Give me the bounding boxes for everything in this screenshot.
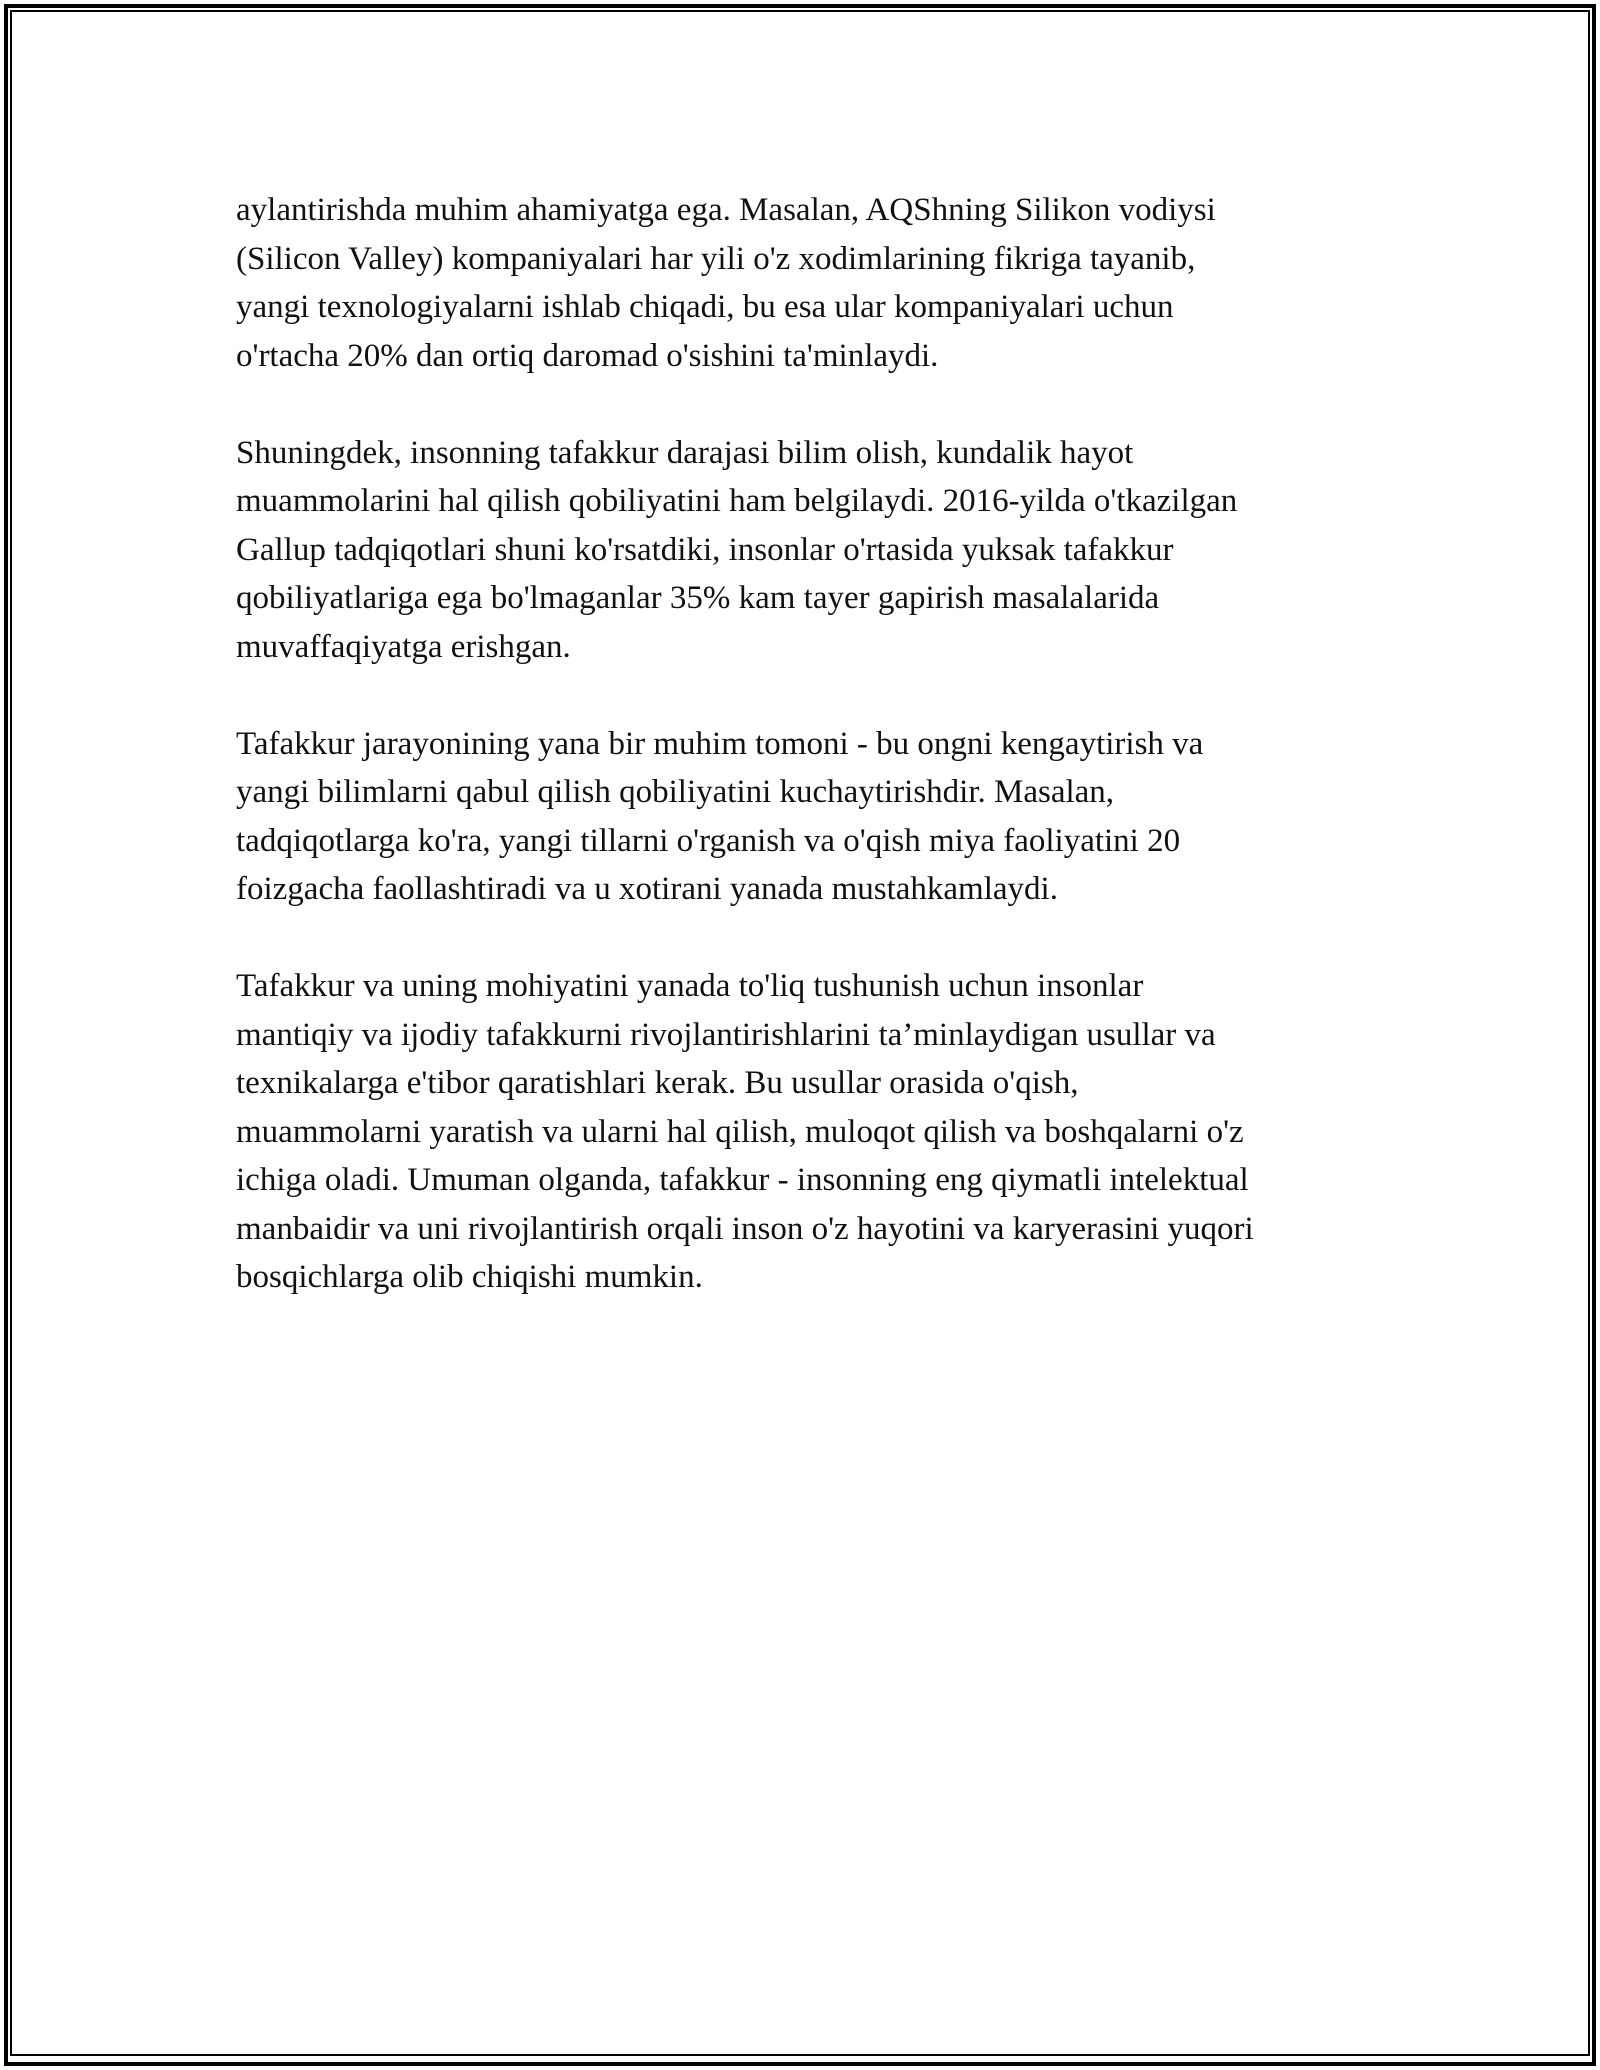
- document-body: [236, 186, 1386, 1350]
- text-line: bosqichlarga olib chiqishi mumkin.: [236, 1259, 703, 1295]
- text-line: ichiga oladi. Umuman olganda, tafakkur - insonning eng qiymatli intelektual: [236, 1162, 1249, 1198]
- text-line: yangi texnologiyalarni ishlab chiqadi, bu esa ular kompaniyalari uchun: [236, 289, 1174, 325]
- text-line: foizgacha faollashtiradi va u xotirani yanada mustahkamlaydi.: [236, 871, 1058, 907]
- text-line: o'rtacha 20% dan ortiq daromad o'sishini ta'minlaydi.: [236, 337, 939, 374]
- paragraph-4: [236, 962, 1386, 1302]
- paragraph-2: [236, 429, 1386, 672]
- text-line: (Silicon Valley) kompaniyalari har yili o'z xodimlarining fikriga tayanib,: [236, 240, 1196, 277]
- text-line: qobiliyatlariga ega bo'lmaganlar 35% kam tayer gapirish masalalarida: [236, 580, 1160, 616]
- text-line: muammolarini hal qilish qobiliyatini ham belgilaydi. 2016-yilda o'tkazilgan: [236, 483, 1238, 519]
- text-line: yangi bilimlarni qabul qilish qobiliyatini kuchaytirishdir. Masalan,: [236, 774, 1115, 810]
- paragraph-1: [236, 186, 1386, 380]
- text-line: texnikalarga e'tibor qaratishlari kerak. Bu usullar orasida o'qish,: [236, 1065, 1079, 1101]
- text-line: muammolarni yaratish va ularni hal qilish, muloqot qilish va boshqalarni o'z: [236, 1113, 1244, 1150]
- text-line: muvaffaqiyatga erishgan.: [236, 628, 571, 665]
- text-line: Tafakkur va uning mohiyatini yanada to'liq tushunish uchun insonlar: [236, 968, 1144, 1004]
- text-line: Shuningdek, insonning tafakkur darajasi bilim olish, kundalik hayot: [236, 434, 1134, 471]
- text-line: Tafakkur jarayonining yana bir muhim tomoni - bu ongni kengaytirish va: [236, 725, 1204, 762]
- paragraph-3: [236, 720, 1386, 914]
- text-line: manbaidir va uni rivojlantirish orqali inson o'z hayotini va karyerasini yuqori: [236, 1210, 1254, 1247]
- text-line: tadqiqotlarga ko'ra, yangi tillarni o'rganish va o'qish miya faoliyatini 20: [236, 822, 1181, 859]
- text-line: mantiqiy va ijodiy tafakkurni rivojlantirishlarini ta’minlaydigan usullar va: [236, 1016, 1216, 1053]
- text-line: Gallup tadqiqotlari shuni ko'rsatdiki, insonlar o'rtasida yuksak tafakkur: [236, 531, 1174, 568]
- text-line: aylantirishda muhim ahamiyatga ega. Masalan, AQShning Silikon vodiysi: [236, 192, 1216, 228]
